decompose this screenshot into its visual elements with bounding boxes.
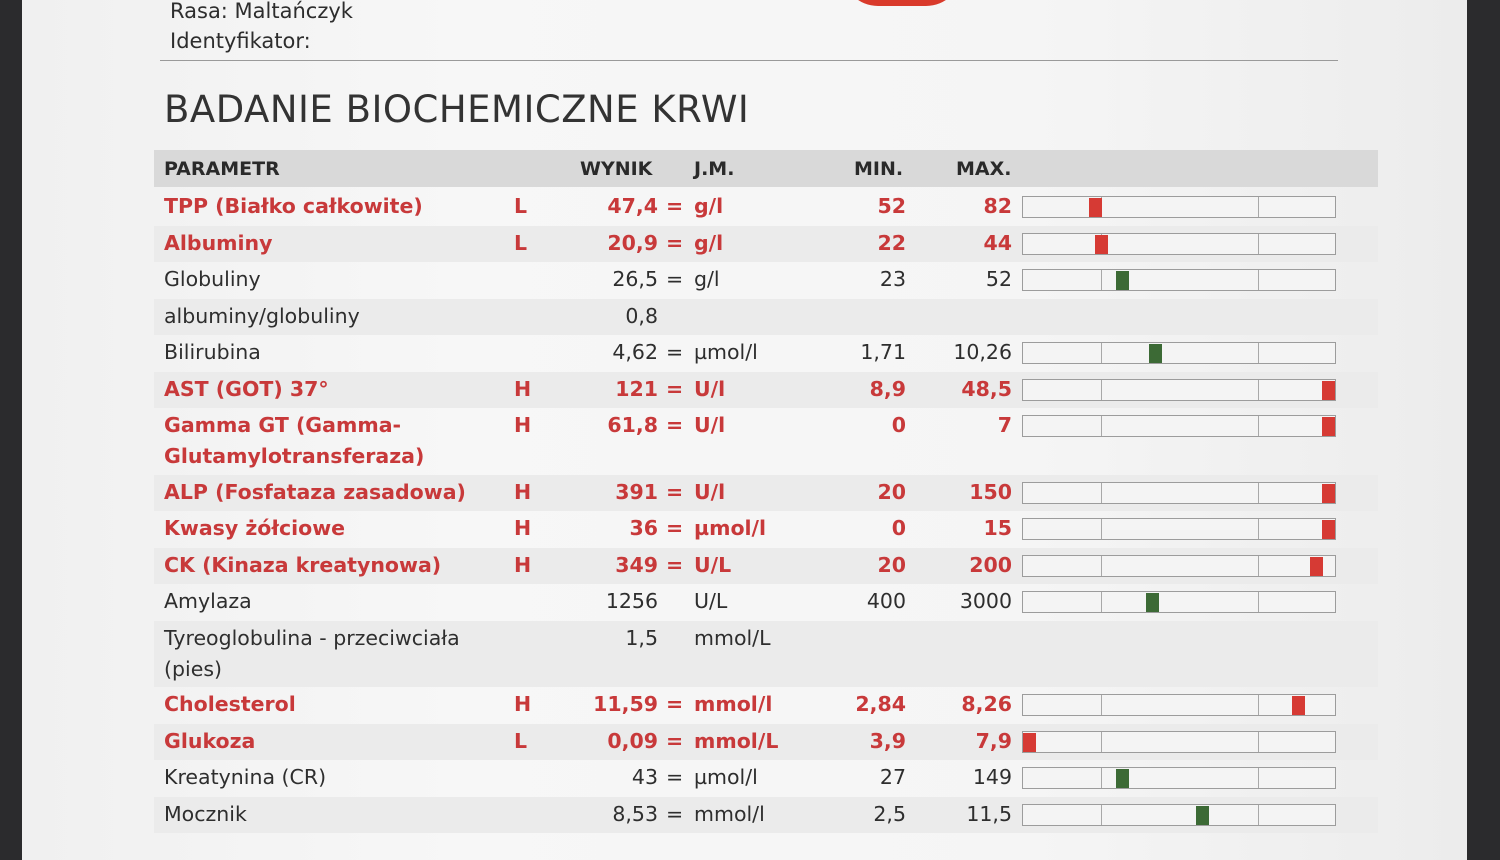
table-row xyxy=(154,262,1378,298)
table-row xyxy=(154,760,1378,796)
result-value: 4,62 xyxy=(612,340,658,364)
table-row xyxy=(154,189,1378,225)
equals-sign: = xyxy=(666,376,684,401)
result-value: 20,9 xyxy=(607,230,658,255)
result-value: 349 xyxy=(615,552,658,577)
min-value: 20 xyxy=(877,552,906,577)
unit-label: g/l xyxy=(694,267,720,291)
parameter-name: CK (Kinaza kreatynowa) xyxy=(164,552,442,577)
range-tick xyxy=(1101,695,1102,715)
range-bar xyxy=(1022,767,1336,789)
unit-label: mmol/L xyxy=(694,728,779,753)
result-value: 11,59 xyxy=(593,692,658,716)
value-marker xyxy=(1023,733,1036,752)
value-marker xyxy=(1116,271,1129,290)
parameter-name: Tyreoglobulina - przeciwciała (pies) xyxy=(164,625,460,681)
min-value: 0 xyxy=(891,516,906,540)
table-row xyxy=(154,797,1378,833)
result-value: 43 xyxy=(631,765,658,789)
value-marker xyxy=(1292,696,1305,715)
parameter-name: Mocznik xyxy=(164,801,247,826)
value-marker xyxy=(1196,806,1209,825)
min-value: 2,84 xyxy=(855,692,906,716)
header-min: MIN. xyxy=(854,158,904,180)
range-tick xyxy=(1258,197,1259,217)
table-row xyxy=(154,372,1378,408)
min-value: 22 xyxy=(877,230,906,255)
equals-sign: = xyxy=(666,479,684,504)
min-value: 1,71 xyxy=(860,340,906,364)
header-max: MAX. xyxy=(956,158,1012,180)
table-row xyxy=(154,408,1378,474)
equals-sign: = xyxy=(666,194,684,218)
table-row xyxy=(154,475,1378,511)
section-title: BADANIE BIOCHEMICZNE KRWI xyxy=(164,88,750,131)
parameter-name: ALP (Fosfataza zasadowa) xyxy=(164,479,466,504)
unit-label: mmol/l xyxy=(694,692,773,716)
parameter-name: Gamma GT (Gamma-Glutamylotransferaza) xyxy=(164,413,425,468)
result-value: 26,5 xyxy=(612,267,658,291)
result-value: 1256 xyxy=(605,589,658,613)
range-bar xyxy=(1022,804,1336,826)
max-value: 48,5 xyxy=(961,376,1012,401)
result-value: 8,53 xyxy=(612,801,658,826)
range-tick xyxy=(1258,343,1259,363)
range-tick xyxy=(1258,695,1259,715)
result-value: 47,4 xyxy=(607,194,658,218)
range-tick xyxy=(1258,234,1259,254)
max-value: 7 xyxy=(997,413,1012,437)
range-bar xyxy=(1022,196,1336,218)
parameter-name: TPP (Białko całkowite) xyxy=(164,194,423,218)
min-value: 52 xyxy=(877,194,906,218)
range-tick xyxy=(1258,556,1259,576)
table-row xyxy=(154,299,1378,335)
range-tick xyxy=(1101,768,1102,788)
table-row xyxy=(154,548,1378,584)
identifier-line: Identyfikator: xyxy=(170,29,311,53)
equals-sign: = xyxy=(666,728,684,753)
range-tick xyxy=(1101,416,1102,436)
equals-sign: = xyxy=(666,340,684,364)
unit-label: U/l xyxy=(694,479,726,504)
range-tick xyxy=(1101,343,1102,363)
range-bar xyxy=(1022,731,1336,753)
value-marker xyxy=(1322,484,1335,503)
flag-indicator: H xyxy=(514,552,532,577)
flag-indicator: H xyxy=(514,479,532,504)
range-bar xyxy=(1022,518,1336,540)
table-row xyxy=(154,584,1378,620)
unit-label: g/l xyxy=(694,194,724,218)
range-tick xyxy=(1101,380,1102,400)
flag-indicator: H xyxy=(514,692,532,716)
parameter-name: Globuliny xyxy=(164,267,261,291)
range-bar xyxy=(1022,233,1336,255)
parameter-name: Amylaza xyxy=(164,589,252,613)
range-tick xyxy=(1258,592,1259,612)
parameter-name: albuminy/globuliny xyxy=(164,303,360,328)
equals-sign: = xyxy=(666,413,684,437)
table-row xyxy=(154,335,1378,371)
parameter-name: Glukoza xyxy=(164,728,256,753)
equals-sign: = xyxy=(666,692,684,716)
result-value: 61,8 xyxy=(607,413,658,437)
flag-indicator: H xyxy=(514,413,532,437)
result-value: 121 xyxy=(615,376,658,401)
unit-label: U/l xyxy=(694,376,726,401)
max-value: 82 xyxy=(983,194,1012,218)
range-tick xyxy=(1101,732,1102,752)
flag-indicator: H xyxy=(514,376,532,401)
max-value: 44 xyxy=(983,230,1012,255)
value-marker xyxy=(1322,520,1335,539)
min-value: 23 xyxy=(879,267,906,291)
range-bar xyxy=(1022,379,1336,401)
parameter-name: Kwasy żółciowe xyxy=(164,516,346,540)
parameter-name: AST (GOT) 37° xyxy=(164,376,329,401)
range-tick xyxy=(1258,483,1259,503)
range-tick xyxy=(1258,270,1259,290)
header-divider xyxy=(160,60,1338,61)
table-header xyxy=(154,150,1378,187)
unit-label: mmol/l xyxy=(694,801,765,826)
header-parameter: PARAMETR xyxy=(164,158,280,180)
unit-label: µmol/l xyxy=(694,516,767,540)
max-value: 7,9 xyxy=(975,728,1012,753)
range-bar xyxy=(1022,555,1336,577)
report-page xyxy=(22,0,1467,860)
max-value: 200 xyxy=(969,552,1012,577)
equals-sign: = xyxy=(666,801,684,826)
result-value: 0,8 xyxy=(625,303,658,328)
flag-indicator: L xyxy=(514,728,528,753)
range-tick xyxy=(1258,732,1259,752)
max-value: 11,5 xyxy=(966,801,1012,826)
range-bar xyxy=(1022,269,1336,291)
max-value: 3000 xyxy=(959,589,1012,613)
range-tick xyxy=(1101,556,1102,576)
table-row xyxy=(154,226,1378,262)
range-tick xyxy=(1101,805,1102,825)
result-value: 36 xyxy=(629,516,658,540)
flag-indicator: H xyxy=(514,516,532,540)
equals-sign: = xyxy=(666,552,684,577)
result-value: 0,09 xyxy=(607,728,658,753)
header-result: WYNIK xyxy=(580,158,653,180)
breed-line: Rasa: Maltańczyk xyxy=(170,0,353,23)
min-value: 3,9 xyxy=(869,728,906,753)
range-tick xyxy=(1258,768,1259,788)
min-value: 8,9 xyxy=(869,376,906,401)
min-value: 0 xyxy=(891,413,906,437)
value-marker xyxy=(1095,235,1108,254)
range-bar xyxy=(1022,694,1336,716)
max-value: 52 xyxy=(985,267,1012,291)
result-value: 391 xyxy=(615,479,658,504)
unit-label: µmol/l xyxy=(694,765,758,789)
result-value: 1,5 xyxy=(625,625,658,650)
min-value: 400 xyxy=(866,589,906,613)
range-tick xyxy=(1258,805,1259,825)
unit-label: mmol/L xyxy=(694,625,771,650)
range-bar xyxy=(1022,342,1336,364)
range-tick xyxy=(1101,270,1102,290)
min-value: 27 xyxy=(879,765,906,789)
flag-indicator: L xyxy=(514,230,528,255)
max-value: 150 xyxy=(969,479,1012,504)
parameter-name: Kreatynina (CR) xyxy=(164,765,327,789)
range-tick xyxy=(1101,483,1102,503)
unit-label: µmol/l xyxy=(694,340,758,364)
patient-info xyxy=(170,0,353,56)
parameter-name: Bilirubina xyxy=(164,340,261,364)
value-marker xyxy=(1089,198,1102,217)
flag-indicator: L xyxy=(514,194,528,218)
unit-label: g/l xyxy=(694,230,724,255)
max-value: 10,26 xyxy=(953,340,1012,364)
equals-sign: = xyxy=(666,765,684,789)
range-tick xyxy=(1258,519,1259,539)
unit-label: U/L xyxy=(694,552,732,577)
equals-sign: = xyxy=(666,267,684,291)
value-marker xyxy=(1322,417,1335,436)
equals-sign: = xyxy=(666,516,684,540)
range-tick xyxy=(1101,519,1102,539)
min-value: 2,5 xyxy=(873,801,906,826)
parameter-name: Cholesterol xyxy=(164,692,296,716)
value-marker xyxy=(1322,381,1335,400)
max-value: 8,26 xyxy=(961,692,1012,716)
value-marker xyxy=(1149,344,1162,363)
value-marker xyxy=(1116,769,1129,788)
unit-label: U/l xyxy=(694,413,726,437)
range-tick xyxy=(1101,592,1102,612)
table-row xyxy=(154,724,1378,760)
unit-label: U/L xyxy=(694,589,728,613)
header-unit: J.M. xyxy=(694,158,735,180)
value-marker xyxy=(1310,557,1323,576)
min-value: 20 xyxy=(877,479,906,504)
equals-sign: = xyxy=(666,230,684,255)
parameter-name: Albuminy xyxy=(164,230,273,255)
range-bar xyxy=(1022,591,1336,613)
range-bar xyxy=(1022,415,1336,437)
range-tick xyxy=(1258,416,1259,436)
table-row xyxy=(154,687,1378,723)
value-marker xyxy=(1146,593,1159,612)
range-tick xyxy=(1258,380,1259,400)
max-value: 15 xyxy=(983,516,1012,540)
max-value: 149 xyxy=(972,765,1012,789)
range-bar xyxy=(1022,482,1336,504)
table-row xyxy=(154,511,1378,547)
table-row xyxy=(154,621,1378,687)
logo-mark xyxy=(842,0,962,6)
